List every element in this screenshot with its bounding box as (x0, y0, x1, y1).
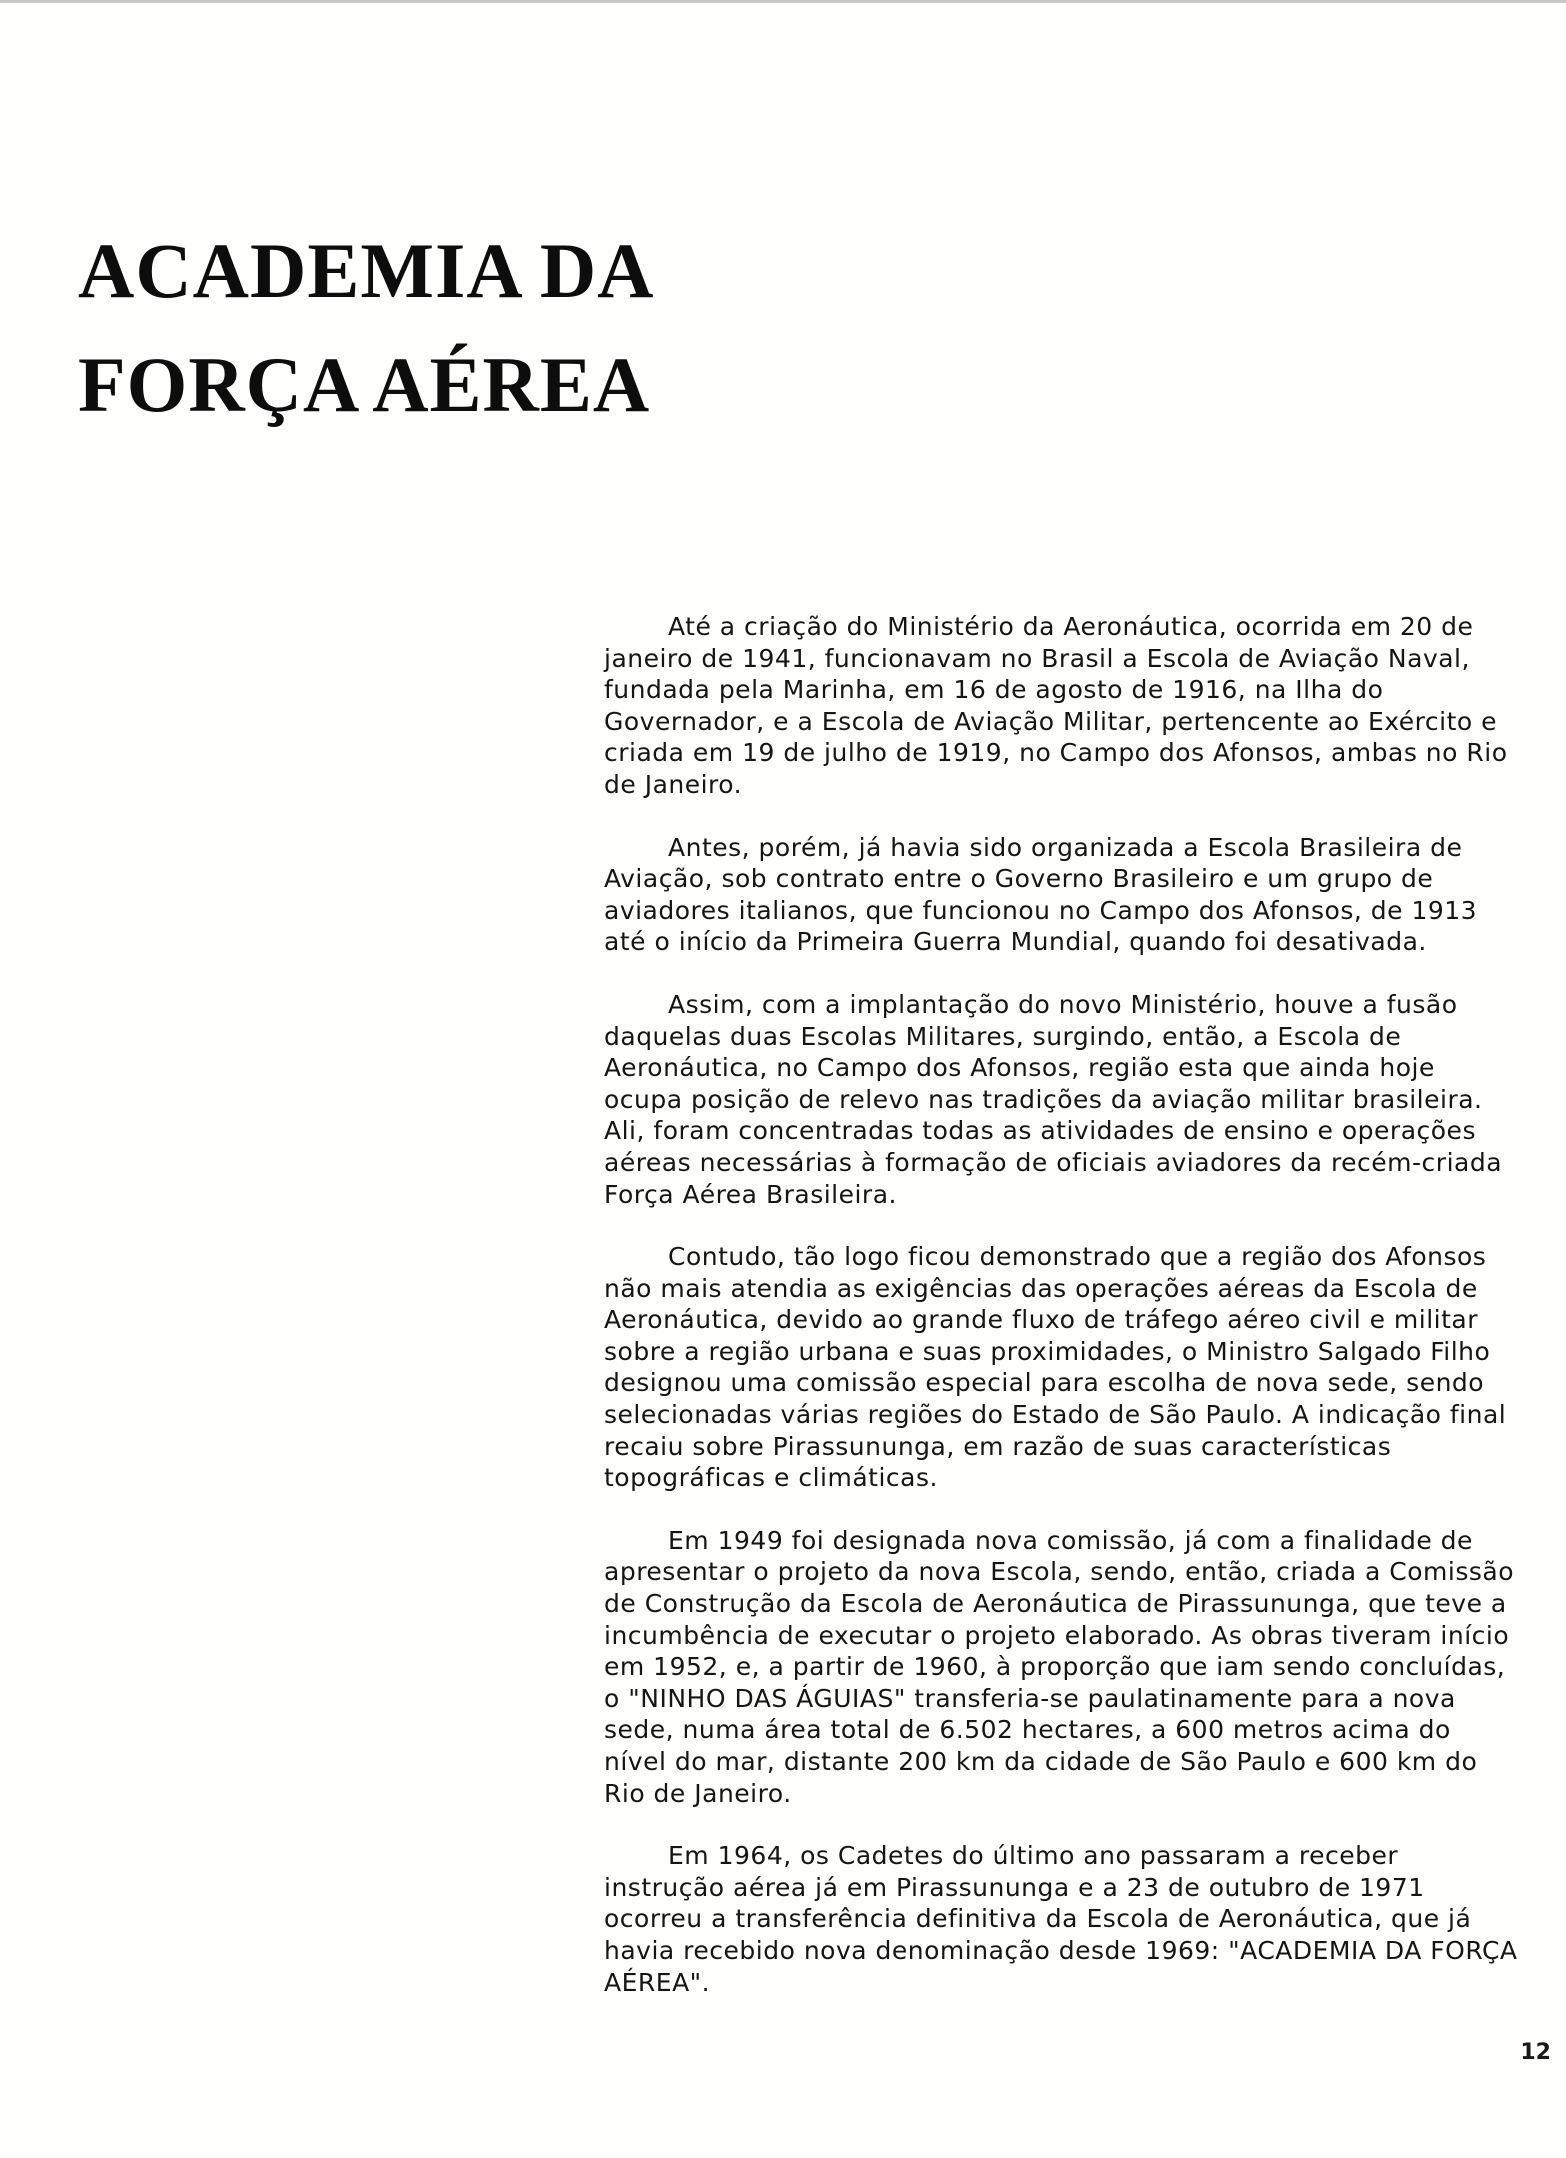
paragraph-2: Antes, porém, já havia sido organizada a Escola Brasileira de Aviação, sob contrato entre o Governo Brasileiro e um grupo de aviadores italianos, que funcionou no Campo dos Afonsos, de 1913 até o início da Primeira Guerra Mundial, quando foi desativada. (604, 832, 1478, 957)
title-line-1: ACADEMIA DA (78, 227, 655, 314)
paragraph-3: Assim, com a implantação do novo Ministério, houve a fusão daquelas duas Escolas Militares, surgindo, então, a Escola de Aeronáutica, no Campo dos Afonsos, região esta que ainda hoje ocupa posição de relevo nas tradições da aviação militar brasileira. Ali, foram concentradas todas as atividades de ensino e operações aéreas necessárias à formação de oficiais aviadores da recém-criada Força Aérea Brasileira. (604, 989, 1503, 1209)
paragraph-4: Contudo, tão logo ficou demonstrado que a região dos Afonsos não mais atendia as exigências das operações aéreas da Escola de Aeronáutica, devido ao grande fluxo de tráfego aéreo civil e militar sobre a região urbana e suas proximidades, o Ministro Salgado Filho designou uma comissão especial para escolha de nova sede, sendo selecionadas várias regiões do Estado de São Paulo. A indicação final recaiu sobre Pirassununga, em razão de suas características topográficas e climáticas. (604, 1242, 1507, 1493)
paragraph-5: Em 1949 foi designada nova comissão, já com a finalidade de apresentar o projeto da nova Escola, sendo, então, criada a Comissão de Construção da Escola de Aeronáutica de Pirassununga, que teve a incumbência de executar o projeto elaborado. As obras tiveram início em 1952, e, a partir de 1960, à proporção que iam sendo concluídas, o "NINHO DAS ÁGUIAS" transferia-se paulatinamente para a nova sede, numa área total de 6.502 hectares, a 600 metros acima do nível do mar, distante 200 km da cidade de São Paulo e 600 km do Rio de Janeiro. (604, 1525, 1515, 1808)
title-line-2: FORÇA AÉREA (78, 341, 651, 428)
paragraph-6: Em 1964, os Cadetes do último ano passaram a receber instrução aérea já em Pirassununga e a 23 de outubro de 1971 ocorreu a transferência definitiva da Escola de Aeronáutica, que já havia recebido nova denominação desde 1969: "ACADEMIA DA FORÇA AÉREA". (604, 1841, 1518, 1997)
page-number: 12 (1520, 2040, 1551, 2065)
body-text (604, 611, 1519, 2029)
paragraph-1: Até a criação do Ministério da Aeronáutica, ocorrida em 20 de janeiro de 1941, funcionavam no Brasil a Escola de Aviação Naval, fundada pela Marinha, em 16 de agosto de 1916, na Ilha do Governador, e a Escola de Aviação Militar, pertencente ao Exército e criada em 19 de julho de 1919, no Campo dos Afonsos, ambas no Rio de Janeiro. (604, 612, 1508, 799)
top-edge-rule (0, 0, 1566, 3)
page-title (78, 214, 798, 442)
